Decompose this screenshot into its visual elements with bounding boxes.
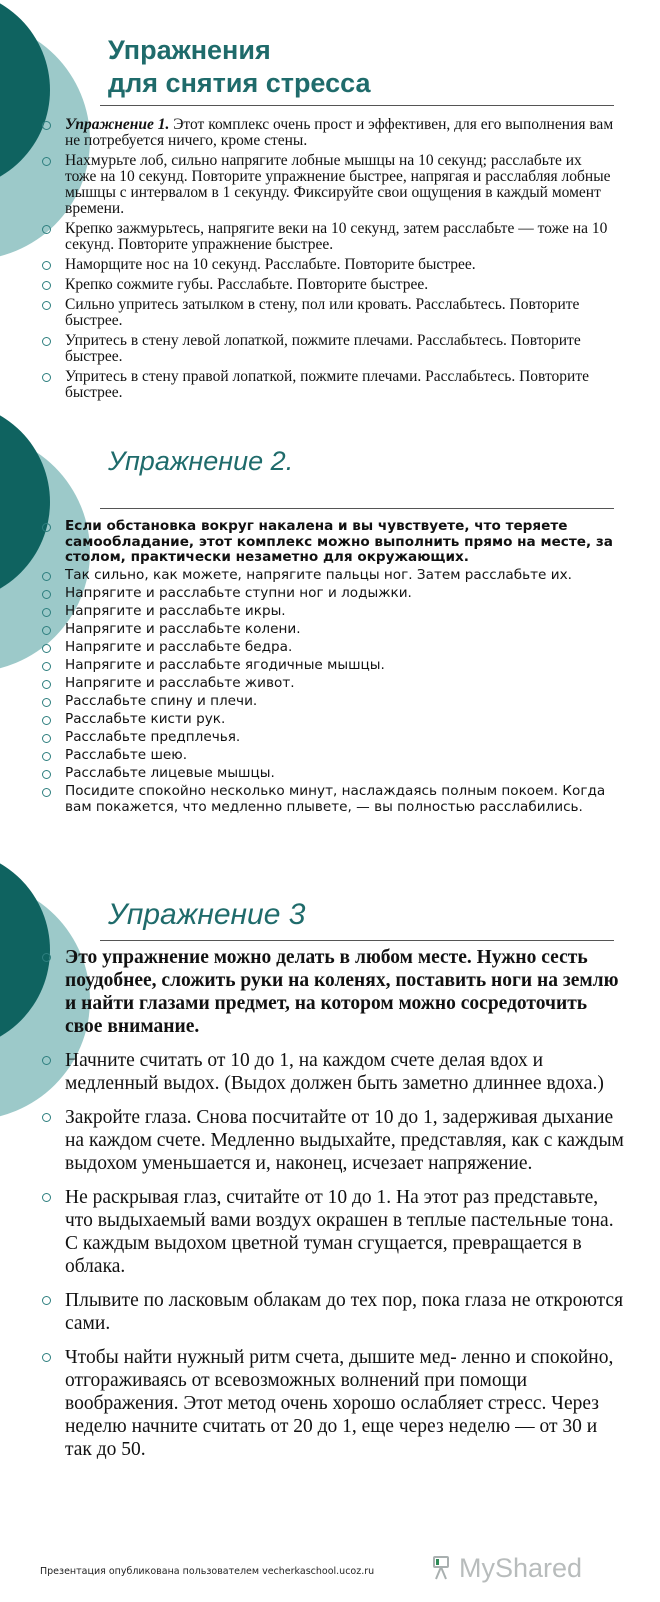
section2-divider [100,508,614,509]
list-item: Расслабьте предплечья. [40,730,620,746]
section1-divider [100,105,614,106]
list-item: Крепко зажмурьтесь, напрягите веки на 10 секунд, затем расслабьте — тоже на 10 секунд. Повторите упражнение быстрее. [40,221,615,253]
list-item: Наморщите нос на 10 секунд. Расслабьте. Повторите быстрее. [40,257,615,273]
list-item: Напрягите и расслабьте икры. [40,604,620,620]
list-item: Посидите спокойно несколько минут, наслаждаясь полным покоем. Когда вам покажется, что медленно плывете, — вы полностью расслабились. [40,784,620,815]
list-item: Плывите по ласковым облакам до тех пор, пока глаза не откроются сами. [40,1289,625,1335]
footer-attribution: Презентация опубликована пользователем vecherkaschool.ucoz.ru [40,1566,375,1577]
list-item: Начните считать от 10 до 1, на каждом счете делая вдох и медленный выдох. (Выдох должен быть заметно длиннее вдоха.) [40,1049,625,1095]
section1-title-line1: Упражнения [108,35,271,65]
section3-list [40,946,625,1472]
logo-text: MyShared [459,1553,583,1583]
list-item: Закройте глаза. Снова посчитайте от 10 до 1, задерживая дыхание на каждом счете. Медленно выдыхайте, представляя, как с каждым выдохом уменьшается и, наконец, исчезает напряжение. [40,1106,625,1175]
list-item: Не раскрывая глаз, считайте от 10 до 1. На этот раз представьте, что выдыхаемый вами воздух окрашен в теплые пастельные тона. С каждым выдохом цветной туман сгущается, превращается в облака. [40,1186,625,1278]
exercise1-intro-text: Этот комплекс очень прост и эффективен, для его выполнения вам не потребуется ничего, кроме стены. [65,116,614,149]
section1-list [40,117,615,405]
list-item: Упритесь в стену правой лопаткой, пожмите плечами. Расслабьтесь. Повторите быстрее. [40,369,615,401]
list-item: Напрягите и расслабьте ступни ног и лодыжки. [40,586,620,602]
section1-intro-item [40,117,615,149]
list-item: Так сильно, как можете, напрягите пальцы ног. Затем расслабьте их. [40,568,620,584]
exercise1-label: Упражнение 1. [65,116,170,133]
list-item: Напрягите и расслабьте живот. [40,676,620,692]
section1-title-line2: для снятия стресса [108,68,371,98]
list-item: Чтобы найти нужный ритм счета, дышите мед- ленно и спокойно, отгораживаясь от всевозможных волнений при помощи воображения. Этот метод очень хорошо ослабляет стресс. Через неделю начните считать от 20 до 1, еще через неделю — от 30 и так до 50. [40,1346,625,1461]
list-item: Крепко сожмите губы. Расслабьте. Повторите быстрее. [40,277,615,293]
list-item: Напрягите и расслабьте бедра. [40,640,620,656]
section2-list [40,519,620,818]
section3-title: Упражнение 3 [108,898,306,931]
list-item: Напрягите и расслабьте колени. [40,622,620,638]
section2-title: Упражнение 2. [108,446,294,476]
list-item: Сильно упритесь затылком в стену, пол или кровать. Расслабьтесь. Повторите быстрее. [40,297,615,329]
presentation-icon [432,1555,450,1581]
section3-divider [100,940,614,941]
list-item: Расслабьте шею. [40,748,620,764]
list-item: Расслабьте кисти рук. [40,712,620,728]
list-item: Нахмурьте лоб, сильно напрягите лобные мышцы на 10 секунд; расслабьте их тоже на 10 секунд. Повторите упражнение быстрее, напрягая и расслабляя лобные мышцы с интервалом в 1 секунду. Фиксируйте свои ощущения в каждый момент времени. [40,153,615,217]
section3-lead-item: Это упражнение можно делать в любом месте. Нужно сесть поудобнее, сложить руки на коленях, поставить ноги на землю и найти глазами предмет, на котором можно сосредоточить свое внимание. [40,946,625,1038]
section1-title [108,34,370,100]
section2-lead-item: Если обстановка вокруг накалена и вы чувствуете, что теряете самообладание, этот комплекс можно выполнить прямо на месте, за столом, практически незаметно для окружающих. [40,519,620,566]
list-item: Упритесь в стену левой лопаткой, пожмите плечами. Расслабьтесь. Повторите быстрее. [40,333,615,365]
list-item: Расслабьте лицевые мышцы. [40,766,620,782]
list-item: Напрягите и расслабьте ягодичные мышцы. [40,658,620,674]
list-item: Расслабьте спину и плечи. [40,694,620,710]
